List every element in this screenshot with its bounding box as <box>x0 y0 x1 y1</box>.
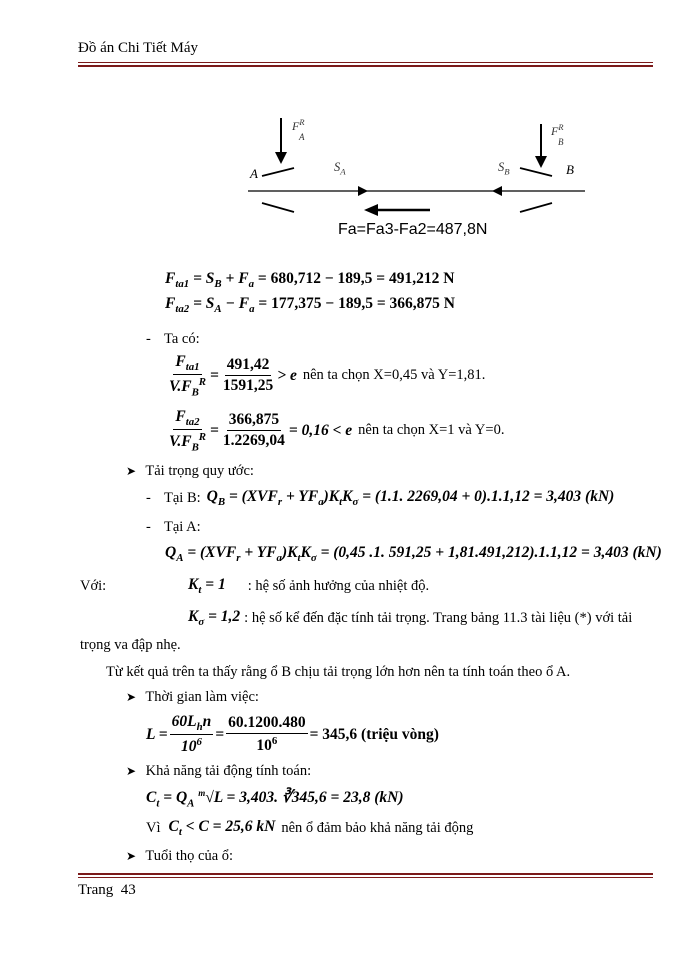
bearing-a-bottom <box>262 203 294 212</box>
bullet-thoi-gian: ➤ Thời gian làm việc: <box>126 689 259 705</box>
label-sa: $S_A$ <box>334 160 346 177</box>
vi-line: Vì $C_t < C = 25,6$ kN nên ổ đảm bảo khả năng tải động <box>146 818 474 839</box>
kd-line: $K_\sigma = 1,2$ : hệ số kể đến đặc tính tải trọng. Trang bảng 11.3 tài liệu (*) với tải <box>188 608 633 629</box>
label-force-b: $F^R$ B <box>551 123 564 147</box>
voi-label: Với: <box>80 578 107 594</box>
label-sb: $S_B$ <box>498 160 510 177</box>
ta-co-line: - Ta có: <box>146 331 200 347</box>
header-title: Đồ án Chi Tiết Máy <box>78 40 199 56</box>
bullet-tuoi-tho: ➤ Tuổi thọ của ổ: <box>126 848 234 864</box>
conclusion: Từ kết quả trên ta thấy rằng ổ B chịu tải trọng lớn hơn nên ta tính toán theo ổ A. <box>106 664 571 680</box>
footer-rule-thin <box>78 877 653 878</box>
force-a-arrowhead <box>275 152 287 164</box>
eq-fta1: $F_{ta1} = S_B + F_a = 680,712 - 189,5 = 491,212$ N <box>165 270 455 291</box>
footer-page: Trang 43 <box>78 882 136 898</box>
sa-arrowhead <box>358 186 368 196</box>
fa-arrowhead <box>364 204 378 216</box>
bearing-a-top <box>262 168 294 176</box>
bearing-b-bottom <box>520 203 552 212</box>
header-rule-thin <box>78 62 653 63</box>
kd-line-2: trọng va đập nhẹ. <box>80 637 181 653</box>
tai-b-line: - Tại B: $Q_B = (XVF_r + YF_a)K_tK_\sigma = (1.1$. 2269,04 + 0).1.1,12 = 3,403 (kN) <box>146 488 615 509</box>
eq-ct: $C_t = Q_A$ $^m$√L = 3,403. ∛345,6 = 23,8 (kN) <box>146 788 404 810</box>
force-b-arrowhead <box>535 156 547 168</box>
label-b: B <box>566 162 574 177</box>
header-rule-thick <box>78 65 653 67</box>
label-a: A <box>250 166 258 181</box>
bullet-kha-nang: ➤ Khả năng tải động tính toán: <box>126 763 312 779</box>
fa-caption: Fa=Fa3-Fa2=487,8N <box>338 221 488 238</box>
sb-arrowhead <box>492 186 502 196</box>
footer-rule-thick <box>78 873 653 875</box>
bullet-tai-trong: ➤ Tải trọng quy ước: <box>126 463 254 479</box>
eq-qa: $Q_A = (XVF_r + YF_a)K_tK_\sigma = (0,45$ .1. 591,25 + 1,81.491,212).1.1,12 = 3,403 (kN) <box>165 544 662 565</box>
ratio2-line: $\frac{F_{ta2}}{V.F_B^R}$ = $\frac{366,875}{1.2269,04}$ = 0,16 < e nên ta chọn X=1 và Y=0. <box>169 408 505 454</box>
label-force-a: $F^R$ A <box>292 118 305 142</box>
eq-L: L = $\frac{60L_hn}{10^6}$ = $\frac{60.1200.480}{10^6}$ = 345,6 (triệu vòng) <box>146 713 439 756</box>
ratio1-line: $\frac{F_{ta1}}{V.F_B^R}$ = $\frac{491,42}{1591,25}$ > e nên ta chọn X=0,45 và Y=1,81. <box>169 353 486 399</box>
bearing-b-top <box>520 168 552 176</box>
eq-fta2: $F_{ta2} = S_A - F_a = 177,375 - 189,5 = 366,875$ N <box>165 295 455 316</box>
tai-a-label: - Tại A: <box>146 519 201 535</box>
kt-line: $K_t = 1$ : hệ số ảnh hưởng của nhiệt độ. <box>188 576 430 597</box>
